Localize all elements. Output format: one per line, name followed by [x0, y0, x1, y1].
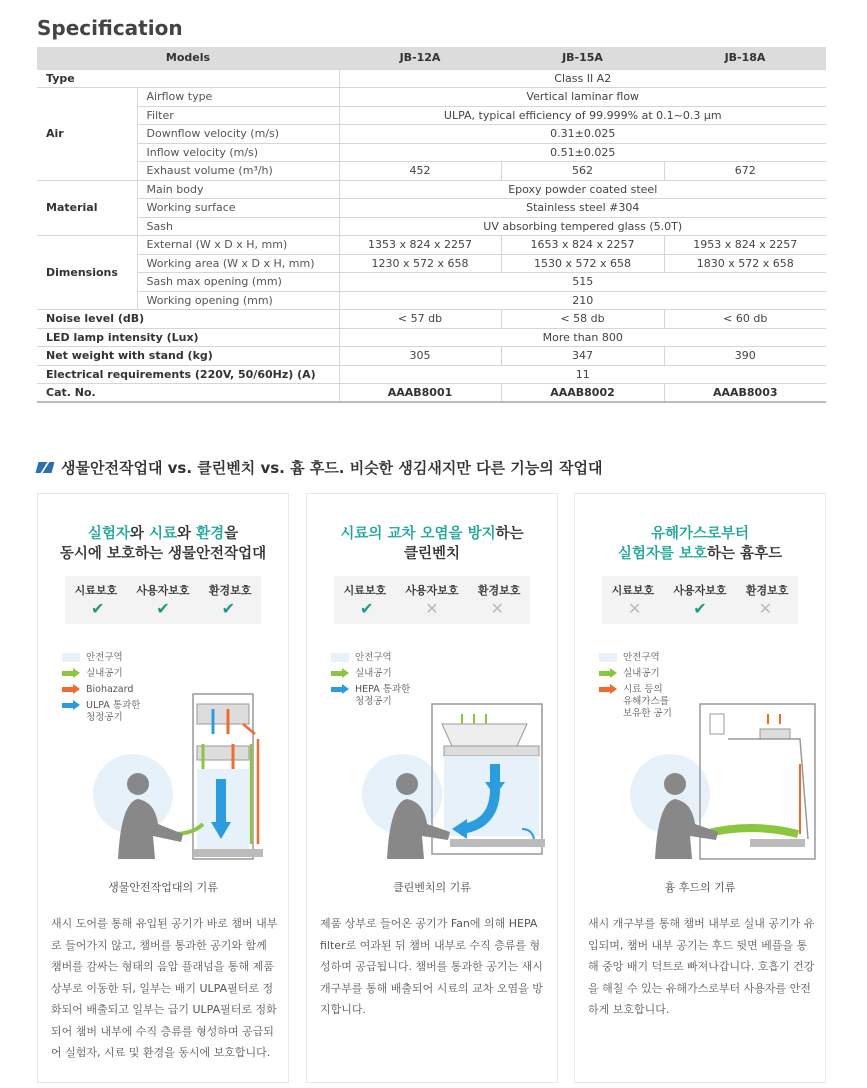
category-air: Air — [37, 88, 137, 181]
title-highlight: 유해가스로부터 — [650, 526, 750, 542]
card-title — [38, 524, 288, 564]
row-label: Downflow velocity (m/s) — [137, 125, 339, 144]
legend-label: 시료 등의 유해가스를 보유한 공기 — [623, 684, 672, 719]
row-value: Vertical laminar flow — [339, 88, 826, 107]
card-caption: 클린벤치의 기류 — [393, 881, 471, 894]
row-value: Epoxy powder coated steel — [339, 180, 826, 199]
legend-label: 안전구역 — [86, 652, 123, 663]
row-label-noise: Noise level (dB) — [37, 310, 339, 329]
title-highlight: 실험자를 보호 — [617, 546, 707, 562]
row-value: UV absorbing tempered glass (5.0T) — [339, 217, 826, 236]
header-jb-18a: JB-18A — [664, 47, 826, 69]
table-row — [37, 384, 826, 403]
table-row — [37, 310, 826, 329]
card-caption: 흄 후드의 기류 — [664, 881, 736, 894]
card-fume-hood — [574, 493, 826, 1083]
title-text: 을 — [224, 526, 239, 542]
table-row — [37, 125, 826, 144]
row-label-electrical: Electrical requirements (220V, 50/60Hz) (A) — [37, 365, 339, 384]
row-value: More than 800 — [339, 328, 826, 347]
row-label-led: LED lamp intensity (Lux) — [37, 328, 339, 347]
row-value: 1953 x 824 x 2257 — [664, 236, 826, 255]
cross-icon: ✕ — [425, 599, 439, 618]
green-arrow-icon — [62, 669, 80, 678]
section-mark-icon — [36, 462, 55, 473]
check-icon: ✔ — [221, 599, 236, 618]
title-highlight: 시료 — [148, 526, 177, 542]
protection-box — [334, 576, 530, 624]
title-highlight: 환경 — [196, 526, 225, 542]
protect-label: 시료보호 — [343, 584, 387, 597]
zone-swatch-icon — [62, 653, 80, 662]
row-value: AAAB8003 — [664, 384, 826, 403]
table-row — [37, 273, 826, 292]
row-value: 305 — [339, 347, 501, 366]
row-value: < 60 db — [664, 310, 826, 329]
table-row — [37, 143, 826, 162]
protect-label: 시료보호 — [611, 584, 655, 597]
card-clean-bench — [306, 493, 558, 1083]
row-value: ULPA, typical efficiency of 99.999% at 0.1~0.3 μm — [339, 106, 826, 125]
table-row — [37, 106, 826, 125]
row-value: 1230 x 572 x 658 — [339, 254, 501, 273]
legend-label: 실내공기 — [86, 668, 123, 679]
title-highlight: 시료의 교차 오염을 방지 — [340, 526, 496, 542]
check-icon: ✔ — [156, 599, 170, 618]
legend-label: Biohazard — [86, 684, 134, 695]
row-value: 390 — [664, 347, 826, 366]
protection-box — [65, 576, 261, 624]
title-text: 하는 — [495, 526, 524, 542]
section-title-text: 생물안전작업대 vs. 클린벤치 vs. 흄 후드. 비슷한 생김새지만 다른 기능의 작업대 — [61, 459, 603, 477]
row-value: 1653 x 824 x 2257 — [501, 236, 664, 255]
card-title — [307, 524, 557, 564]
row-label: Inflow velocity (m/s) — [137, 143, 339, 162]
cross-icon: ✕ — [627, 599, 642, 618]
row-label-cat: Cat. No. — [37, 384, 339, 403]
protect-label: 환경보호 — [477, 584, 521, 597]
clean-bench-airflow-illustration — [362, 684, 552, 874]
row-label: Airflow type — [137, 88, 339, 107]
protection-box — [602, 576, 798, 624]
table-row — [37, 347, 826, 366]
card-biosafety-cabinet — [37, 493, 289, 1083]
legend-label: ULPA 통과한 청정공기 — [86, 700, 141, 723]
row-value: 11 — [339, 365, 826, 384]
table-row — [37, 69, 826, 88]
page-title: Specification — [37, 16, 183, 40]
table-row — [37, 291, 826, 310]
protect-label: 시료보호 — [74, 584, 118, 597]
table-row — [37, 236, 826, 255]
title-text: 하는 흄후드 — [707, 546, 783, 562]
table-row — [37, 162, 826, 181]
section-title — [37, 457, 602, 478]
specification-table — [37, 47, 826, 403]
green-arrow-icon — [599, 669, 617, 678]
row-value: AAAB8002 — [501, 384, 664, 403]
title-text: 와 — [129, 526, 149, 542]
row-value: 347 — [501, 347, 664, 366]
table-row — [37, 217, 826, 236]
table-row — [37, 254, 826, 273]
legend-label: HEPA 통과한 청정공기 — [355, 684, 411, 707]
row-label: Filter — [137, 106, 339, 125]
protect-label: 환경보호 — [745, 584, 789, 597]
row-value: < 57 db — [339, 310, 501, 329]
row-value: AAAB8001 — [339, 384, 501, 403]
orange-arrow-icon — [62, 685, 80, 694]
header-jb-15a: JB-15A — [501, 47, 664, 69]
row-value: 1353 x 824 x 2257 — [339, 236, 501, 255]
card-title — [575, 524, 825, 564]
card-caption: 생물안전작업대의 기류 — [108, 881, 218, 894]
card-description: 새시 개구부를 통해 챔버 내부로 실내 공기가 유입되며, 챔버 내부 공기는 후드 뒷면 베플을 통해 중앙 배기 덕트로 빠져나갑니다. 호흡기 건강을 해칠 수 있는 유해가스로부터 사용자를 안전하게 보호합니다. — [588, 917, 815, 1016]
category-material: Material — [37, 180, 137, 236]
protect-label: 환경보호 — [208, 584, 252, 597]
protect-label: 사용자보호 — [405, 584, 459, 597]
blue-arrow-icon — [331, 685, 349, 694]
table-row — [37, 88, 826, 107]
card-description: 새시 도어를 통해 유입된 공기가 바로 챔버 내부로 들어가지 않고, 챔버를 통과한 공기와 함께 챔버를 감싸는 형태의 음압 플래넘을 통해 제품 상부로 이동한 뒤, 일부는 배기 ULPA필터로 정화되어 배출되고 일부는 급기 ULPA필터로 정화되어 챔버 내부에 수직 층류를 형성하며 공급되어 실험자, 시료 및 환경을 동시에 보호합니다. — [51, 917, 278, 1059]
row-label: External (W x D x H, mm) — [137, 236, 339, 255]
row-label: Working opening (mm) — [137, 291, 339, 310]
row-label: Sash — [137, 217, 339, 236]
row-label-type: Type — [37, 69, 339, 88]
orange-arrow-icon — [599, 685, 617, 694]
header-models: Models — [37, 47, 339, 69]
row-label: Main body — [137, 180, 339, 199]
category-dimensions: Dimensions — [37, 236, 137, 310]
cross-icon: ✕ — [758, 599, 773, 618]
row-value: 1530 x 572 x 658 — [501, 254, 664, 273]
zone-swatch-icon — [331, 653, 349, 662]
check-icon: ✔ — [90, 599, 105, 618]
table-row — [37, 180, 826, 199]
row-value: Stainless steel #304 — [339, 199, 826, 218]
table-row — [37, 199, 826, 218]
title-highlight: 실험자 — [87, 526, 130, 542]
row-value: 562 — [501, 162, 664, 181]
card-description: 제품 상부로 들어온 공기가 Fan에 의해 HEPA filter로 여과된 뒤 챔버 내부로 수직 층류를 형성하며 공급됩니다. 챔버를 통과한 공기는 새시 개구부를 통해 배출되어 시료의 교차 오염을 방지합니다. — [320, 917, 543, 1016]
legend-label: 실내공기 — [623, 668, 660, 679]
row-label: Working area (W x D x H, mm) — [137, 254, 339, 273]
table-header-row — [37, 47, 826, 69]
value-type: Class II A2 — [339, 69, 826, 88]
legend-label: 안전구역 — [623, 652, 660, 663]
blue-arrow-icon — [62, 701, 80, 710]
check-icon: ✔ — [693, 599, 707, 618]
green-arrow-icon — [331, 669, 349, 678]
row-value: 672 — [664, 162, 826, 181]
row-value: 1830 x 572 x 658 — [664, 254, 826, 273]
legend-label: 실내공기 — [355, 668, 392, 679]
row-value: 210 — [339, 291, 826, 310]
fume-hood-airflow-illustration — [630, 684, 820, 874]
row-value: 515 — [339, 273, 826, 292]
title-text: 클린벤치 — [403, 546, 461, 562]
check-icon: ✔ — [359, 599, 374, 618]
legend-label: 안전구역 — [355, 652, 392, 663]
biosafety-airflow-illustration — [93, 684, 283, 874]
cross-icon: ✕ — [490, 599, 505, 618]
row-label: Working surface — [137, 199, 339, 218]
row-label: Exhaust volume (m³/h) — [137, 162, 339, 181]
row-value: 0.51±0.025 — [339, 143, 826, 162]
zone-swatch-icon — [599, 653, 617, 662]
protect-label: 사용자보호 — [136, 584, 190, 597]
row-label-weight: Net weight with stand (kg) — [37, 347, 339, 366]
row-value: < 58 db — [501, 310, 664, 329]
title-text: 와 — [177, 526, 197, 542]
header-jb-12a: JB-12A — [339, 47, 501, 69]
protect-label: 사용자보호 — [673, 584, 727, 597]
table-row — [37, 328, 826, 347]
title-text: 동시에 보호하는 생물안전작업대 — [59, 546, 267, 562]
row-value: 452 — [339, 162, 501, 181]
table-row — [37, 365, 826, 384]
row-value: 0.31±0.025 — [339, 125, 826, 144]
row-label: Sash max opening (mm) — [137, 273, 339, 292]
